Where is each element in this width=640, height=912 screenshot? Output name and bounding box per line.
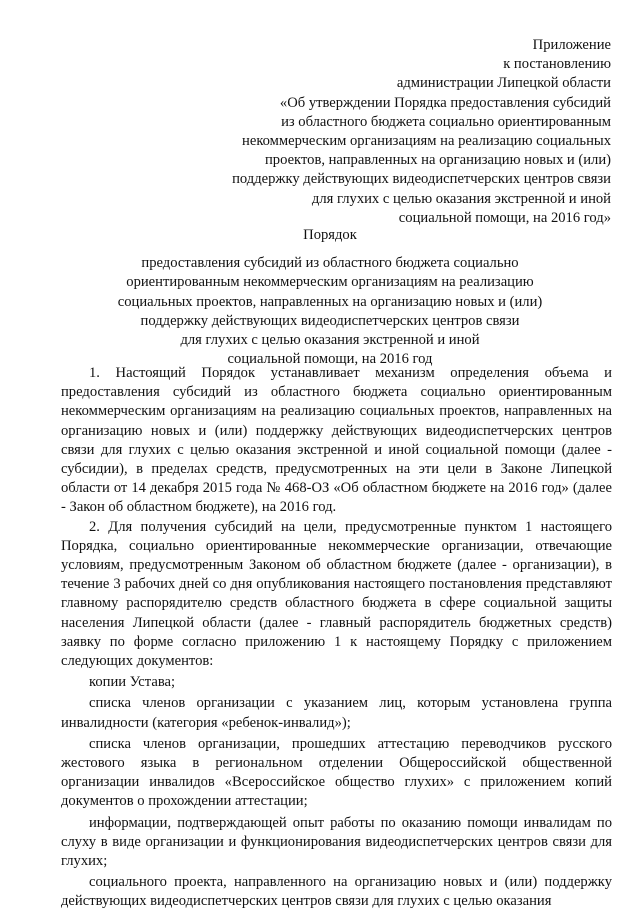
title-line: поддержку действующих видеодиспетчерских центров связи [140,312,520,329]
appendix-line: некоммерческим организациям на реализацию социальных [242,133,611,150]
list-item: списка членов организации, прошедших аттестацию переводчиков русского жестового языка в региональном отделении Общероссийской общественной организации инвалидов «Всероссийское общество глухих» с приложением копий документов о прохождении аттестации; [61,735,612,810]
paragraph-2: 2. Для получения субсидий на цели, предусмотренные пунктом 1 настоящего Порядка, социально ориентированные некоммерческие организации, отвечающие условиям, предусмотренным Законом об областном бюджете (далее - организации), в течение 3 рабочих дней со дня опубликования настоящего постановления представляют главному распорядителю средств областного бюджета в сфере социальной защиты населения Липецкой области (далее - главный распорядитель бюджетных средств) заявку по форме согласно приложению 1 к настоящему Порядку с приложением следующих документов: [61,518,612,670]
list-item: информации, подтверждающей опыт работы по оказанию помощи инвалидам по слуху в виде организации и функционирования видеодиспетчерских центров связи для глухих; [61,814,612,870]
list-item: списка членов организации с указанием лиц, которым установлена группа инвалидности (категория «ребенок-инвалид»); [61,695,612,731]
appendix-header [191,36,611,228]
title-line: социальной помощи, на 2016 год [227,351,433,368]
title-line: предоставления субсидий из областного бюджета социально [141,255,519,272]
title-line: социальных проектов, направленных на организацию новых и (или) [117,293,543,310]
appendix-line: социальной помощи, на 2016 год» [398,209,611,226]
appendix-line: из областного бюджета социально ориентированным [281,113,611,130]
appendix-line: Приложение [532,37,611,53]
list-item: копии Устава; [89,674,176,691]
title-line: ориентированным некоммерческим организациям на реализацию [126,274,534,291]
document-title [60,226,600,369]
document-body [61,364,612,912]
title-word: Порядок [303,227,357,243]
appendix-line: администрации Липецкой области [396,75,611,92]
appendix-line: поддержку действующих видеодиспетчерских центров связи [232,171,611,188]
appendix-line: проектов, направленных на организацию новых и (или) [265,152,611,169]
title-line: для глухих с целью оказания экстренной и иной [180,332,480,349]
appendix-line: «Об утверждении Порядка предоставления субсидий [279,94,611,111]
appendix-line: для глухих с целью оказания экстренной и иной [311,190,611,207]
paragraph-1: 1. Настоящий Порядок устанавливает механизм определения объема и предоставления субсидий из областного бюджета социально ориентированным некоммерческим организациям на реализацию социальных проектов, направленных на организацию новых и (или) поддержку действующих видеодиспетчерских центров связи для глухих с целью оказания экстренной и иной социальной помощи (далее - субсидии), в пределах средств, предусмотренных на эти цели в Законе Липецкой области от 14 декабря 2015 года № 468-ОЗ «Об областном бюджете на 2016 год» (далее - Закон об областном бюджете), на 2016 год. [61,365,612,516]
appendix-line: к постановлению [503,56,611,73]
list-item: социального проекта, направленного на организацию новых и (или) поддержку действующих видеодиспетчерских центров связи для глухих с целью оказания [61,874,612,910]
